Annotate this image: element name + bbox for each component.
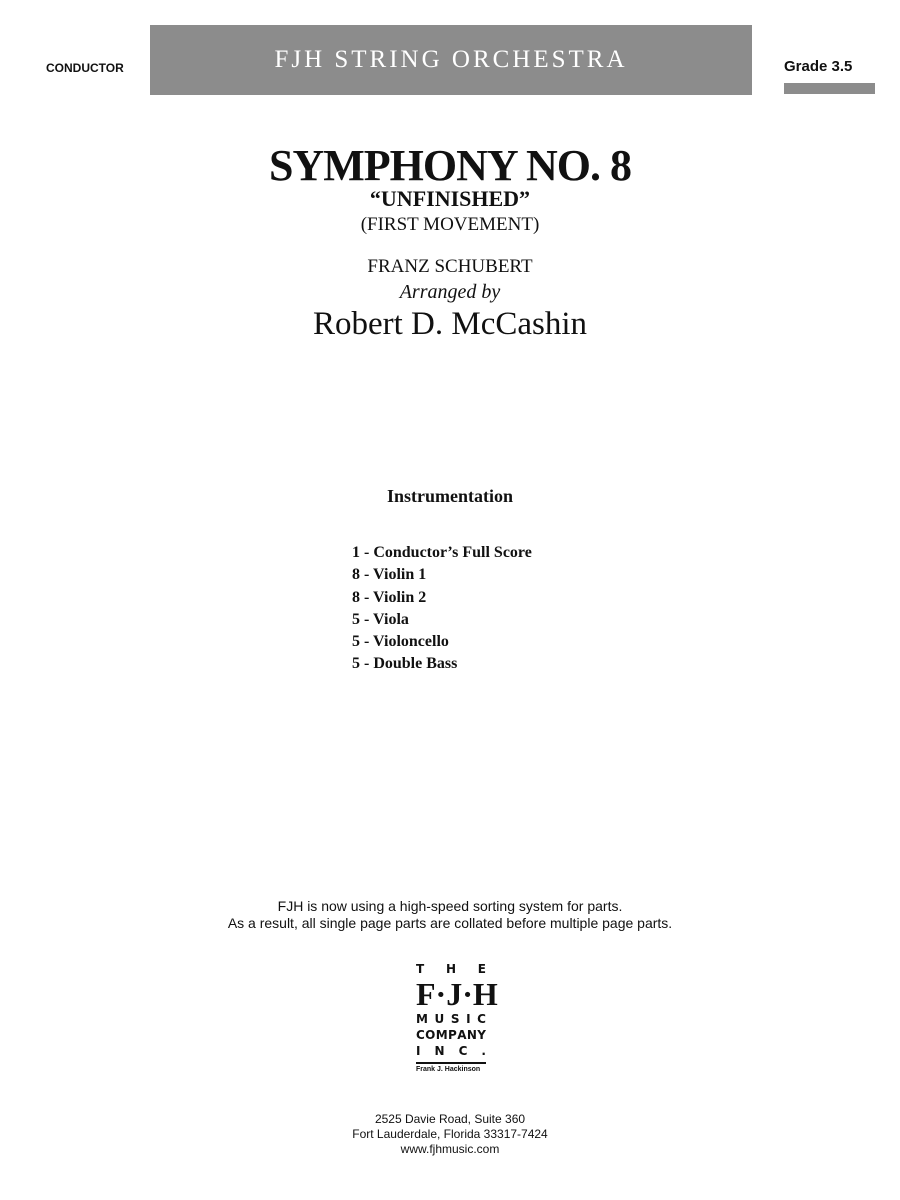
logo-rule xyxy=(416,1062,486,1064)
logo-row-fjh: F · J · H xyxy=(416,976,498,1012)
composer-name: FRANZ SCHUBERT xyxy=(367,256,533,277)
address-street: 2525 Davie Road, Suite 360 xyxy=(374,1112,526,1126)
logo-row-company: C O M P A N Y xyxy=(416,1028,486,1042)
list-item: 8 - Violin 2 xyxy=(352,588,427,606)
sorting-notice-line-2: As a result, all single page parts are collated before multiple page parts. xyxy=(227,915,673,931)
list-item: 1 - Conductor’s Full Score xyxy=(352,544,532,561)
list-item: 5 - Violoncello xyxy=(352,633,449,651)
logo-signature: Frank J. Hackinson xyxy=(416,1066,481,1073)
grade-bar xyxy=(784,83,875,94)
arranged-by-label: Arranged by xyxy=(399,281,501,303)
address-city: Fort Lauderdale, Florida 33317-7424 xyxy=(352,1127,548,1141)
edition-label: CONDUCTOR xyxy=(46,61,124,75)
list-item: 5 - Double Bass xyxy=(352,655,458,673)
instrumentation-heading: Instrumentation xyxy=(386,486,513,506)
page-title: SYMPHONY NO. 8 xyxy=(268,141,632,190)
work-subtitle: “UNFINISHED” xyxy=(369,186,531,211)
grade-label: Grade 3.5 xyxy=(784,58,853,75)
instrumentation-list xyxy=(352,542,532,676)
logo-row-the: T H E xyxy=(416,962,486,976)
website-link[interactable]: www.fjhmusic.com xyxy=(400,1142,500,1156)
list-item: 8 - Violin 1 xyxy=(352,566,427,584)
logo-row-music: M U S I C xyxy=(416,1012,486,1026)
logo-row-inc: I N C . xyxy=(416,1044,486,1058)
series-banner xyxy=(150,25,752,95)
series-title: FJH STRING ORCHESTRA xyxy=(274,46,628,73)
arranger-name: Robert D. McCashin xyxy=(312,306,588,342)
fjh-logo xyxy=(416,961,498,1073)
list-item: 5 - Viola xyxy=(352,610,409,628)
movement-label: (FIRST MOVEMENT) xyxy=(360,214,540,235)
sorting-notice-line-1: FJH is now using a high-speed sorting system for parts. xyxy=(277,898,623,914)
